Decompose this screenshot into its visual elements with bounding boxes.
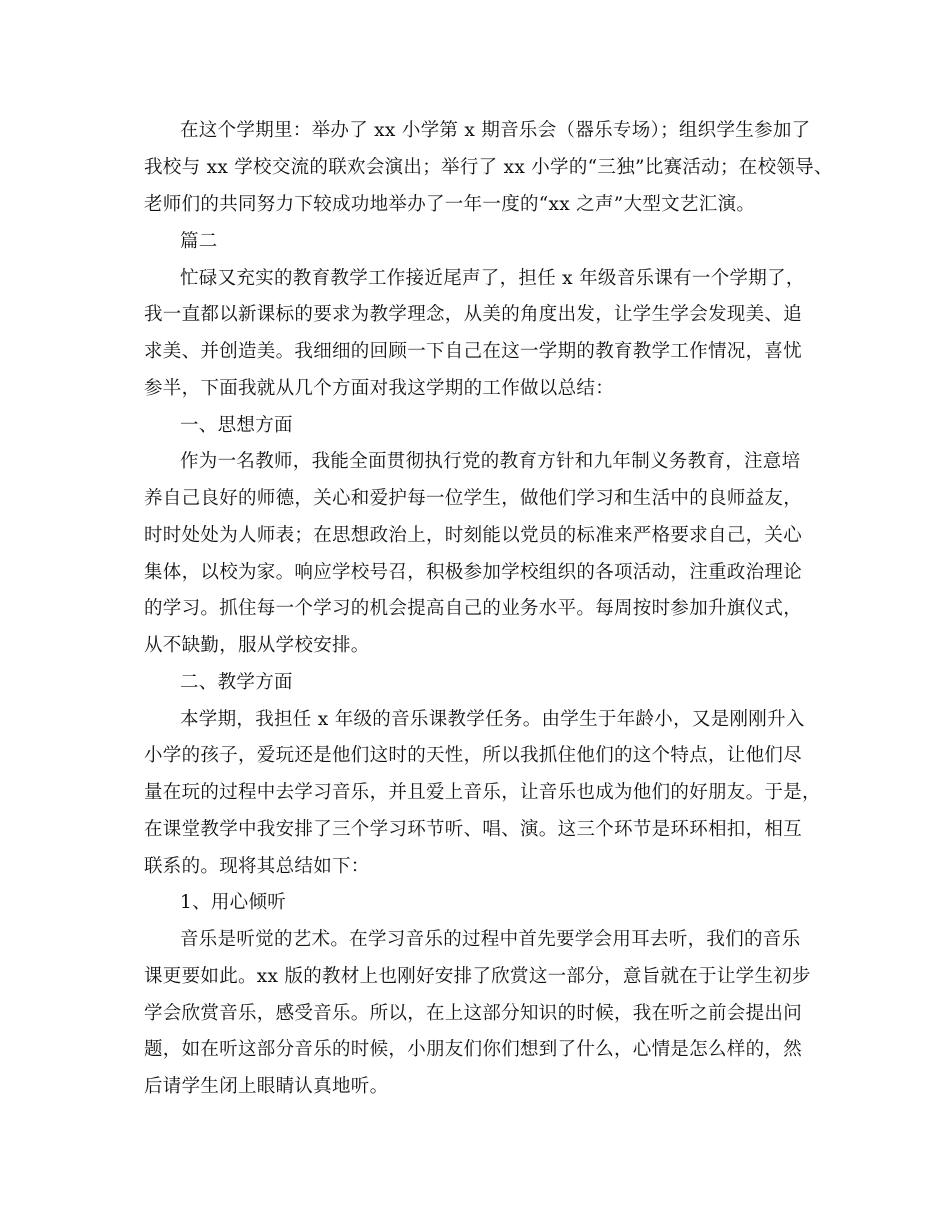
paragraph-line: 在课堂教学中我安排了三个学习环节听、唱、演。这三个环节是环环相扣，相互 bbox=[144, 819, 803, 840]
paragraph-line: 后请学生闭上眼睛认真地听。 bbox=[144, 1076, 389, 1097]
paragraph-line: 课更要如此。xx 版的教材上也刚好安排了欣赏这一部分，意旨就在于让学生初步 bbox=[144, 966, 811, 987]
section-heading: 1、用心倾听 bbox=[180, 892, 287, 913]
paragraph-line: 时时处处为人师表；在思想政治上，时刻能以党员的标准来严格要求自己，关心 bbox=[144, 525, 803, 546]
paragraph-line: 作为一名教师，我能全面贯彻执行党的教育方针和九年制义务教育，注意培 bbox=[180, 451, 801, 472]
section-heading: 一、思想方面 bbox=[180, 415, 293, 436]
paragraph-line: 量在玩的过程中去学习音乐，并且爱上音乐，让音乐也成为他们的好朋友。于是， bbox=[144, 782, 821, 803]
paragraph-line: 音乐是听觉的艺术。在学习音乐的过程中首先要学会用耳去听，我们的音乐 bbox=[180, 929, 801, 950]
paragraph-line: 小学的孩子，爱玩还是他们这时的天性，所以我抓住他们的这个特点，让他们尽 bbox=[144, 745, 803, 766]
paragraph-line: 集体，以校为家。响应学校号召，积极参加学校组织的各项活动，注重政治理论 bbox=[144, 562, 803, 583]
paragraph-line: 养自己良好的师德，关心和爱护每一位学生，做他们学习和生活中的良师益友， bbox=[144, 488, 803, 509]
paragraph-line: 在这个学期里：举办了 xx 小学第 x 期音乐会（器乐专场）；组织学生参加了 bbox=[180, 120, 811, 141]
paragraph-line: 题，如在听这部分音乐的时候，小朋友们你们想到了什么，心情是怎么样的，然 bbox=[144, 1039, 803, 1060]
paragraph-line: 求美、并创造美。我细细的回顾一下自己在这一学期的教育教学工作情况，喜忧 bbox=[144, 341, 803, 362]
paragraph-line: 老师们的共同努力下较成功地举办了一年一度的“xx 之声”大型文艺汇演。 bbox=[144, 194, 756, 215]
paragraph-line: 我校与 xx 学校交流的联欢会演出；举行了 xx 小学的“三独”比赛活动；在校领导、 bbox=[144, 157, 833, 178]
section-heading: 篇二 bbox=[180, 231, 218, 252]
paragraph-line: 忙碌又充实的教育教学工作接近尾声了，担任 x 年级音乐课有一个学期了， bbox=[180, 268, 805, 289]
paragraph-line: 参半，下面我就从几个方面对我这学期的工作做以总结： bbox=[144, 378, 615, 399]
paragraph-line: 本学期，我担任 x 年级的音乐课教学任务。由学生于年龄小，又是刚刚升入 bbox=[180, 709, 805, 730]
paragraph-line: 从不缺勤，服从学校安排。 bbox=[144, 635, 370, 656]
paragraph-line: 的学习。抓住每一个学习的机会提高自己的业务水平。每周按时参加升旗仪式， bbox=[144, 598, 803, 619]
section-heading: 二、教学方面 bbox=[180, 672, 293, 693]
paragraph-line: 联系的。现将其总结如下： bbox=[144, 856, 370, 877]
paragraph-line: 学会欣赏音乐，感受音乐。所以，在上这部分知识的时候，我在听之前会提出问 bbox=[144, 1003, 803, 1024]
paragraph-line: 我一直都以新课标的要求为教学理念，从美的角度出发，让学生学会发现美、追 bbox=[144, 304, 803, 325]
